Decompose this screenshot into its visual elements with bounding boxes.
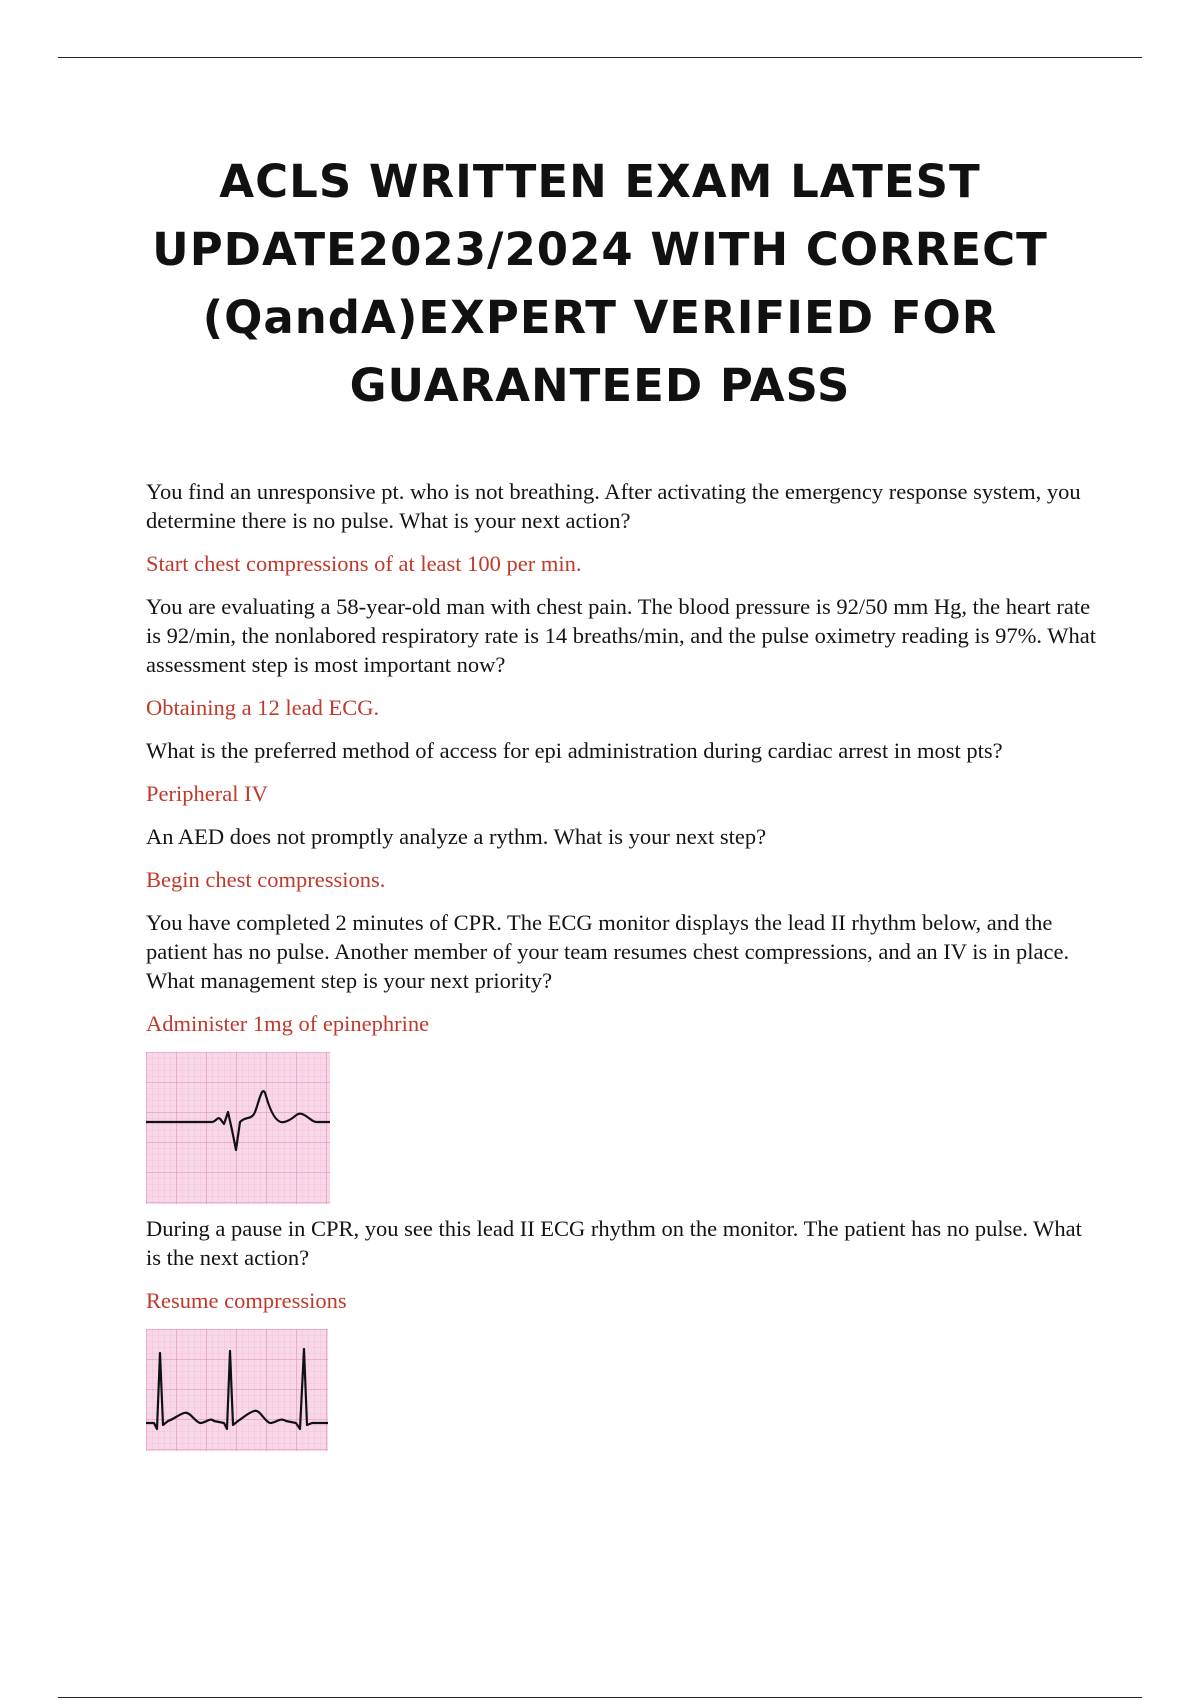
answer-5: Administer 1mg of epinephrine <box>146 1011 430 1036</box>
answer-2: Obtaining a 12 lead ECG. <box>146 695 380 720</box>
title-line-2: UPDATE2023/2024 WITH CORRECT <box>152 223 1048 276</box>
title-line-4: GUARANTEED PASS <box>349 359 851 412</box>
question-1: You find an unresponsive pt. who is not breathing. After activating the emergency response system, you determine there is no pulse. What is your next action? <box>146 479 1081 533</box>
top-rule <box>58 57 1142 58</box>
title-line-3: (QandA)EXPERT VERIFIED FOR <box>202 291 998 344</box>
answer-3: Peripheral IV <box>146 781 268 806</box>
question-2: You are evaluating a 58-year-old man with chest pain. The blood pressure is 92/50 mm Hg, the heart rate is 92/min, the nonlabored respiratory rate is 14 breaths/min, and the pulse oximetry reading is 97%. What assessment step is most important now? <box>146 594 1096 677</box>
answer-4: Begin chest compressions. <box>146 867 386 892</box>
question-4: An AED does not promptly analyze a rythm. What is your next step? <box>146 824 767 849</box>
answer-1: Start chest compressions of at least 100 per min. <box>146 551 582 576</box>
question-5: You have completed 2 minutes of CPR. The ECG monitor displays the lead II rhythm below, and the patient has no pulse. Another member of your team resumes chest compressions, and an IV is in place. What management step is your next priority? <box>146 910 1070 993</box>
bottom-rule <box>58 1697 1142 1698</box>
document-title <box>100 148 1100 420</box>
title-line-1: ACLS WRITTEN EXAM LATEST <box>219 155 981 208</box>
answer-6: Resume compressions <box>146 1288 347 1313</box>
question-6: During a pause in CPR, you see this lead II ECG rhythm on the monitor. The patient has no pulse. What is the next action? <box>146 1216 1082 1270</box>
question-3: What is the preferred method of access for epi administration during cardiac arrest in most pts? <box>146 738 1003 763</box>
qa-list <box>146 477 1096 1461</box>
ecg-strip-2-image <box>146 1329 328 1451</box>
ecg-strip-1-image <box>146 1052 330 1204</box>
